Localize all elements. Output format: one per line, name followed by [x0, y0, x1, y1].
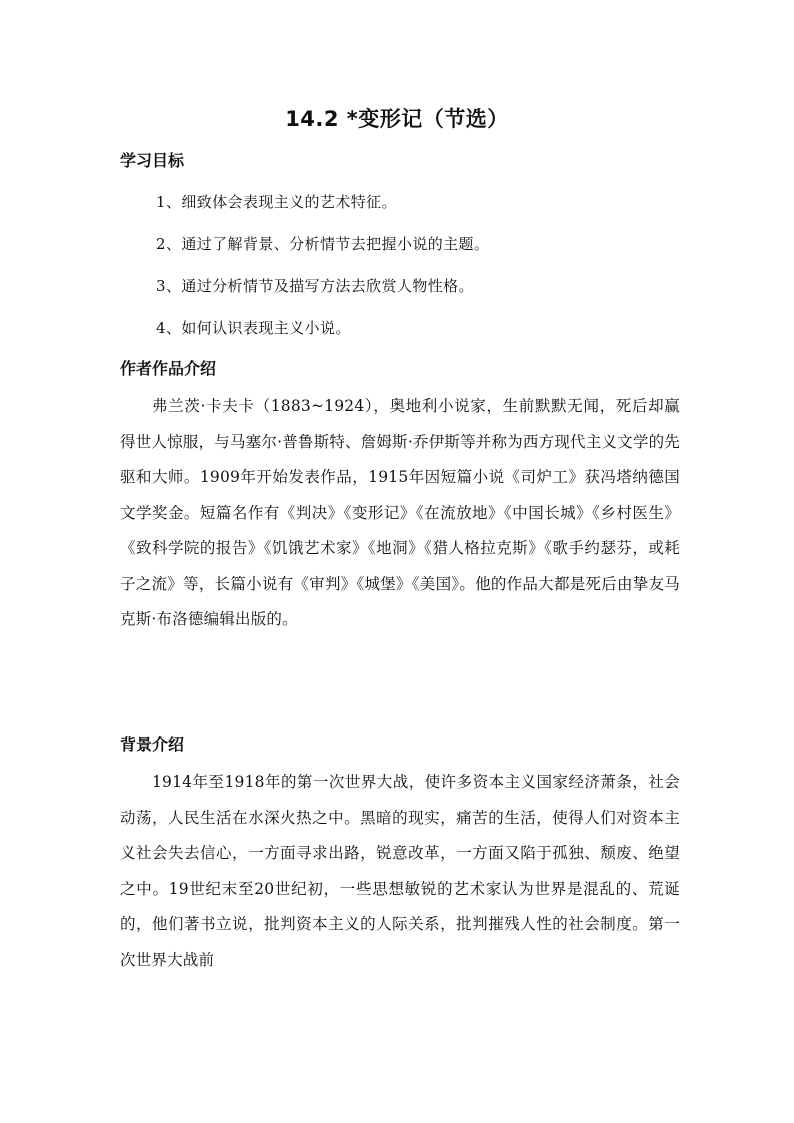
section-heading-author-works: 作者作品介绍 — [120, 359, 217, 378]
goal-item: 3、通过分析情节及描写方法去欣赏人物性格。 — [156, 277, 474, 295]
goal-item: 4、如何认识表现主义小说。 — [156, 319, 351, 337]
background-paragraph: 1914年至1918年的第一次世界大战，使许多资本主义国家经济萧条，社会动荡，人民生活在水深火热之中。黑暗的现实，痛苦的生活，使得人们对资本主义社会失去信心，一方面寻求出路，锐意改革，一方面又陷于孤独、颓废、绝望之中。19世纪末至20世纪初，一些思想敏锐的艺术家认为世界是混乱的、荒诞的，他们著书立说，批判资本主义的人际关系，批判摧残人性的社会制度。第一次世界大战前 — [120, 773, 680, 969]
page-title: 14.2 *变形记（节选） — [285, 107, 509, 131]
section-heading-learning-goals: 学习目标 — [120, 151, 185, 170]
section-heading-background: 背景介绍 — [120, 735, 185, 754]
author-paragraph: 弗兰茨·卡夫卡（1883~1924），奥地利小说家，生前默默无闻，死后却赢得世人惊服，与马塞尔·普鲁斯特、詹姆斯·乔伊斯等并称为西方现代主义文学的先驱和大师。1909年开始发表作品，1915年因短篇小说《司炉工》获冯塔纳德国文学奖金。短篇名作有《判决》《变形记》《在流放地》《中国长城》《乡村医生》《致科学院的报告》《饥饿艺术家》《地洞》《猎人格拉克斯》《歌手约瑟芬，或耗子之流》等，长篇小说有《审判》《城堡》《美国》。他的作品大都是死后由挚友马克斯·布洛德编辑出版的。 — [120, 397, 680, 628]
goal-item: 1、细致体会表现主义的艺术特征。 — [156, 193, 397, 211]
goal-item: 2、通过了解背景、分析情节去把握小说的主题。 — [156, 235, 490, 253]
